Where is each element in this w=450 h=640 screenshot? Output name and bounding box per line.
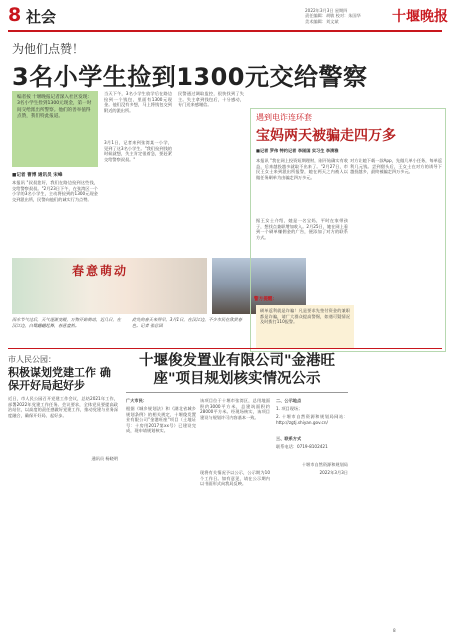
story3-byline: 通讯员 杨晓明: [91, 456, 118, 461]
story1-para2: 当天下午，3名小学生放学后在路边捡到一个钱包，里面有1300元现金。他们没有多想，马上将钱包交到附近的派出所。: [104, 91, 172, 113]
designer-line: 美术编辑：刘文斌: [305, 18, 339, 24]
photo-title: 春意萌动: [72, 264, 129, 278]
editor-note-text: 编者按 十堰晚报记者深入社区发现：3名小学生捡到1300元现金，第一时间交给派出所警察。他们的善举值得点赞，我们特此报道。: [17, 95, 92, 120]
story2-subtitle: 遇到电诈连环套: [256, 113, 312, 122]
notice-date: 2022年3月3日: [319, 470, 348, 475]
notice-contact-phone: 联系电话：0719-8102421: [276, 444, 328, 449]
footer-page: 8: [393, 628, 396, 633]
notice-rule: [126, 392, 348, 393]
notice-headline: 十堰俊发置业有限公司"金港旺座"项目规划核实情况公示: [138, 353, 336, 387]
story2-para2: 据王女士介绍，她是一名宝妈，平时在家带孩子，想找点兼职增加收入。2月25日，她在网上看到一个刷单赚佣金的广告，便添加了对方的联系方式。: [256, 218, 348, 240]
notice-contact-heading: 三、联系方式: [276, 436, 302, 441]
section-divider: [8, 348, 442, 349]
notice-para1: 根据《城乡规划法》和《湖北省城乡规划条例》的相关规定，十堰俊发置业有限公司"金港旺座"项目（土地证号：十房用2017第xx号）已建设完成，现申请规划核实。: [126, 406, 196, 434]
notice-place-heading: 二、公示地点: [276, 398, 302, 403]
notice-para3: 现将有关情况予以公示，公示期为10个工作日。如有意见，请在公示期内以书面形式向我局反映。: [200, 470, 270, 487]
story3-body: 近日，市人民公园召开党建工作会议，总结2021年工作，部署2022年党建工作任务。会议要求，全体党员要提高政治站位，以高度的责任感做好党建工作，推动党建与业务深度融合，确保开好局、起好步。: [8, 396, 118, 418]
page-number: 8: [8, 4, 22, 26]
story3-subtitle: 市人民公园：: [8, 355, 56, 364]
photo-caption-2: 此处的春天来得早，3月1日，在汉江边，不少市民在欣赏春色。记者 张总国: [132, 317, 243, 328]
story1-para4: 民警通过调取监控，很快找到了失主。失主拿到钱包后，十分感动，专门送来感谢信。: [178, 91, 244, 108]
story1-para1: 本报讯 "叔叔您好，我们在路边捡到这些钱，交给警察叔叔。"2月23日下午，在张湾区一个小学的3名小学生，主动将捡到的1300元现金交到派出所，民警向他们的诚实行为点赞。: [12, 180, 98, 202]
story2-para1: 本报讯 "我在网上投资短期理财，刚开始确实有收益，后来越投越多就取不出来了。"2月27日，市民王女士来到派出所报警，她在两天之内被人以做任务刷单为由骗走四万多元。: [256, 158, 348, 180]
story2-byline: ■记者 罗伟 特约记者 李刚国 实习生 李清雅: [256, 148, 339, 153]
story1-headline: 3名小学生捡到1300元交给警察: [12, 63, 368, 91]
spring-photo: [12, 258, 207, 314]
police-warning-text: 刷单返利就是诈骗！凡是要求先垫付资金的兼职都是诈骗，请广大群众提高警惕，如遇可疑情况及时拨打110报警。: [260, 308, 350, 325]
police-warning-label: 警方提醒：: [254, 297, 277, 302]
notice-place-1: 1. 项目现场；: [276, 406, 303, 411]
notice-para2: 该项目位于十堰市张湾区，总用地面积约3000平方米，总建筑面积约28000平方米。经现场核实，该项目建设与规划许可内容基本一致。: [200, 398, 270, 420]
story1-para3: 3月1日，记者来到张湾某一小学，见到了这3名小学生。"我们捡到钱的时候就想，失主肯定很着急，要赶紧交给警察叔叔。": [104, 140, 172, 162]
notice-place-2: 2. 十堰市自然资源和规划局网站：http://zgtj.shiyan.gov.cn/: [276, 414, 348, 425]
notice-signature: 十堰市自然资源和规划局: [301, 462, 348, 467]
story1-subtitle: 为他们点赞！: [12, 42, 85, 56]
police-warning-box: [256, 305, 354, 349]
editor-note-box: [12, 91, 98, 167]
issue-date: 2022年3月3日 星期四: [305, 8, 348, 13]
story2-para3: 对方让她下载一款App，先做几单小任务，每单返利几元钱。尝到甜头后，王女士在对方的诱导下越投越多，最终被骗走四万多元。: [350, 158, 442, 175]
story2-headline: 宝妈两天被骗走四万多: [256, 128, 396, 144]
section-title: 社会: [26, 8, 57, 26]
story3-headline: 积极谋划党建工作 确保开好局起好步: [8, 366, 111, 392]
newspaper-logo: 十堰晚报: [392, 9, 448, 25]
editor-line: 责任编辑：胡敏 校对：朱国华: [305, 13, 361, 19]
issue-meta: [305, 8, 361, 24]
photo-caption-1: 雨水节气过后，天气逐渐变暖，万物开始萌动，近几日，在汉江边，白鹭翩翩起舞，春意盎然。: [12, 317, 121, 328]
header-rule: [8, 30, 442, 32]
notice-salutation: 广大市民：: [126, 398, 147, 403]
story1-byline: ■记者 曹博 通讯员 宋峰: [12, 173, 63, 178]
